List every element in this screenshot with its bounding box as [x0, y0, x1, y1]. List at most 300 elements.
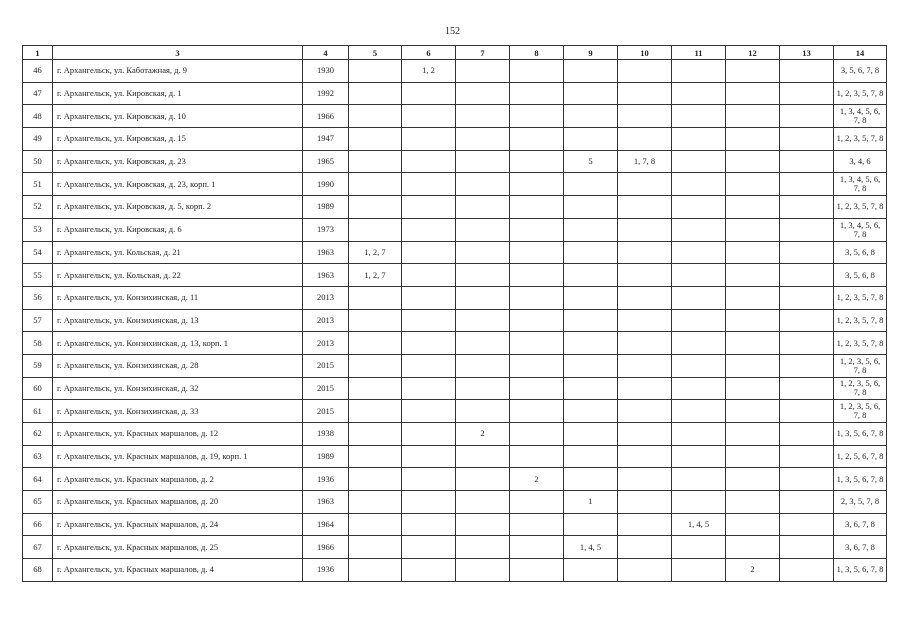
table-cell: 1, 7, 8 — [618, 150, 672, 173]
table-cell — [726, 241, 780, 264]
column-header: 8 — [510, 46, 564, 60]
table-cell — [672, 400, 726, 423]
table-cell — [564, 128, 618, 151]
row-number-cell: 52 — [23, 196, 53, 219]
table-cell — [564, 241, 618, 264]
table-cell — [564, 82, 618, 105]
table-cell: 2 — [726, 559, 780, 582]
table-cell — [780, 491, 834, 514]
table-cell — [564, 423, 618, 446]
column-header: 1 — [23, 46, 53, 60]
table-cell — [618, 105, 672, 128]
table-cell — [402, 536, 456, 559]
table-cell: 1992 — [303, 82, 349, 105]
table-cell — [456, 332, 510, 355]
table-cell — [726, 468, 780, 491]
row-number-cell: 63 — [23, 445, 53, 468]
table-cell — [672, 377, 726, 400]
address-cell: г. Архангельск, ул. Конзихинская, д. 11 — [53, 286, 303, 309]
table-cell: 1963 — [303, 241, 349, 264]
table-cell: 1930 — [303, 60, 349, 83]
table-cell — [510, 218, 564, 241]
table-cell — [726, 60, 780, 83]
table-cell — [349, 468, 402, 491]
table-cell: 2 — [456, 423, 510, 446]
table-cell — [672, 128, 726, 151]
row-number-cell: 50 — [23, 150, 53, 173]
table-row — [23, 82, 887, 105]
table-cell — [402, 286, 456, 309]
table-cell — [402, 491, 456, 514]
table-cell — [672, 82, 726, 105]
table-cell — [618, 128, 672, 151]
table-row — [23, 173, 887, 196]
table-cell — [349, 105, 402, 128]
table-cell — [564, 513, 618, 536]
table-cell — [510, 105, 564, 128]
table-cell — [618, 82, 672, 105]
table-cell — [672, 423, 726, 446]
table-cell — [349, 377, 402, 400]
table-cell: 2015 — [303, 354, 349, 377]
table-cell — [672, 218, 726, 241]
address-cell: г. Архангельск, ул. Каботажная, д. 9 — [53, 60, 303, 83]
table-cell: 3, 6, 7, 8 — [834, 536, 887, 559]
table-cell — [672, 468, 726, 491]
address-cell: г. Архангельск, ул. Кировская, д. 23 — [53, 150, 303, 173]
table-cell: 2013 — [303, 332, 349, 355]
table-cell — [618, 445, 672, 468]
table-cell — [349, 491, 402, 514]
table-cell — [456, 400, 510, 423]
table-cell — [726, 491, 780, 514]
table-cell — [510, 286, 564, 309]
table-cell: 1964 — [303, 513, 349, 536]
table-cell — [672, 536, 726, 559]
table-cell — [402, 264, 456, 287]
table-cell — [672, 173, 726, 196]
address-cell: г. Архангельск, ул. Красных маршалов, д. 4 — [53, 559, 303, 582]
row-number-cell: 67 — [23, 536, 53, 559]
table-cell — [672, 354, 726, 377]
row-number-cell: 58 — [23, 332, 53, 355]
address-cell: г. Архангельск, ул. Красных маршалов, д. 19, корп. 1 — [53, 445, 303, 468]
table-cell — [564, 264, 618, 287]
table-cell — [780, 218, 834, 241]
table-cell — [780, 468, 834, 491]
table-row — [23, 218, 887, 241]
table-cell — [456, 241, 510, 264]
address-cell: г. Архангельск, ул. Кировская, д. 23, корп. 1 — [53, 173, 303, 196]
table-cell — [672, 196, 726, 219]
table-cell — [456, 354, 510, 377]
table-cell — [726, 377, 780, 400]
table-cell — [510, 377, 564, 400]
table-cell — [402, 377, 456, 400]
address-cell: г. Архангельск, ул. Конзихинская, д. 32 — [53, 377, 303, 400]
table-cell: 1, 4, 5 — [672, 513, 726, 536]
row-number-cell: 55 — [23, 264, 53, 287]
table-cell: 3, 5, 6, 7, 8 — [834, 60, 887, 83]
column-header: 14 — [834, 46, 887, 60]
table-cell: 2, 3, 5, 7, 8 — [834, 491, 887, 514]
table-cell — [726, 332, 780, 355]
table-cell — [564, 468, 618, 491]
address-cell: г. Архангельск, ул. Конзихинская, д. 28 — [53, 354, 303, 377]
table-cell — [672, 332, 726, 355]
table-cell — [402, 400, 456, 423]
table-row — [23, 536, 887, 559]
table-cell — [564, 354, 618, 377]
address-cell: г. Архангельск, ул. Кировская, д. 10 — [53, 105, 303, 128]
table-cell — [780, 332, 834, 355]
table-cell — [564, 332, 618, 355]
table-cell — [402, 423, 456, 446]
table-cell: 3, 4, 6 — [834, 150, 887, 173]
table-cell — [510, 400, 564, 423]
row-number-cell: 57 — [23, 309, 53, 332]
row-number-cell: 66 — [23, 513, 53, 536]
address-cell: г. Архангельск, ул. Кировская, д. 1 — [53, 82, 303, 105]
table-cell — [618, 559, 672, 582]
table-cell — [456, 513, 510, 536]
table-cell — [618, 173, 672, 196]
table-cell — [780, 286, 834, 309]
table-cell — [456, 468, 510, 491]
table-cell — [510, 423, 564, 446]
table-cell — [780, 354, 834, 377]
table-cell: 1, 2, 3, 5, 6, 7, 8 — [834, 377, 887, 400]
table-cell — [780, 377, 834, 400]
table-cell — [618, 264, 672, 287]
row-number-cell: 46 — [23, 60, 53, 83]
table-cell — [672, 241, 726, 264]
table-cell — [672, 491, 726, 514]
address-cell: г. Архангельск, ул. Кольская, д. 21 — [53, 241, 303, 264]
table-cell — [510, 445, 564, 468]
table-cell: 1, 2, 7 — [349, 241, 402, 264]
table-cell: 1, 2, 5, 6, 7, 8 — [834, 445, 887, 468]
table-cell: 1, 2, 3, 5, 7, 8 — [834, 286, 887, 309]
table-cell — [564, 218, 618, 241]
table-body — [23, 60, 887, 582]
table-cell — [349, 332, 402, 355]
table-cell — [402, 218, 456, 241]
row-number-cell: 51 — [23, 173, 53, 196]
table-cell — [510, 196, 564, 219]
table-cell: 3, 5, 6, 8 — [834, 264, 887, 287]
table-cell — [672, 286, 726, 309]
table-cell — [726, 286, 780, 309]
table-cell — [726, 128, 780, 151]
table-row — [23, 332, 887, 355]
column-header: 9 — [564, 46, 618, 60]
table-cell: 1, 3, 4, 5, 6, 7, 8 — [834, 218, 887, 241]
table-cell — [618, 286, 672, 309]
table-cell: 1, 3, 5, 6, 7, 8 — [834, 468, 887, 491]
table-cell — [349, 536, 402, 559]
table-cell: 1990 — [303, 173, 349, 196]
table-cell — [618, 309, 672, 332]
table-row — [23, 354, 887, 377]
table-row — [23, 445, 887, 468]
table-cell — [726, 218, 780, 241]
table-row — [23, 60, 887, 83]
table-row — [23, 309, 887, 332]
table-cell — [780, 264, 834, 287]
table-cell — [349, 60, 402, 83]
table-cell — [726, 173, 780, 196]
table-cell — [726, 82, 780, 105]
table-cell — [510, 309, 564, 332]
table-cell — [564, 196, 618, 219]
table-cell — [618, 377, 672, 400]
table-cell — [780, 309, 834, 332]
table-cell: 3, 6, 7, 8 — [834, 513, 887, 536]
table-cell — [564, 309, 618, 332]
table-cell — [726, 536, 780, 559]
column-header: 4 — [303, 46, 349, 60]
table-cell — [402, 241, 456, 264]
table-cell — [456, 536, 510, 559]
table-cell — [780, 173, 834, 196]
table-cell — [456, 264, 510, 287]
table-cell — [564, 400, 618, 423]
table-cell — [349, 286, 402, 309]
address-cell: г. Архангельск, ул. Кольская, д. 22 — [53, 264, 303, 287]
address-cell: г. Архангельск, ул. Красных маршалов, д. 2 — [53, 468, 303, 491]
table-cell — [726, 423, 780, 446]
table-cell — [618, 196, 672, 219]
address-cell: г. Архангельск, ул. Кировская, д. 5, корп. 2 — [53, 196, 303, 219]
table-cell — [456, 559, 510, 582]
table-row — [23, 264, 887, 287]
table-cell: 1, 2, 3, 5, 7, 8 — [834, 309, 887, 332]
row-number-cell: 54 — [23, 241, 53, 264]
page-number: 152 — [445, 26, 460, 37]
address-cell: г. Архангельск, ул. Конзихинская, д. 13, корп. 1 — [53, 332, 303, 355]
table-cell: 1, 4, 5 — [564, 536, 618, 559]
column-header: 13 — [780, 46, 834, 60]
table-cell — [349, 82, 402, 105]
row-number-cell: 59 — [23, 354, 53, 377]
table-cell — [672, 445, 726, 468]
table-cell: 1973 — [303, 218, 349, 241]
column-header: 11 — [672, 46, 726, 60]
table-cell — [349, 196, 402, 219]
table-cell — [780, 150, 834, 173]
table-cell — [510, 241, 564, 264]
table-cell: 1936 — [303, 468, 349, 491]
table-cell — [402, 559, 456, 582]
table-cell — [618, 513, 672, 536]
table-cell — [349, 128, 402, 151]
address-cell: г. Архангельск, ул. Красных маршалов, д. 20 — [53, 491, 303, 514]
table-cell — [510, 60, 564, 83]
row-number-cell: 65 — [23, 491, 53, 514]
table-row — [23, 400, 887, 423]
table-row — [23, 241, 887, 264]
table-cell — [780, 445, 834, 468]
table-cell — [402, 128, 456, 151]
table-cell — [780, 105, 834, 128]
address-cell: г. Архангельск, ул. Конзихинская, д. 13 — [53, 309, 303, 332]
table-cell — [618, 423, 672, 446]
table-cell — [349, 354, 402, 377]
table-cell — [564, 173, 618, 196]
table-cell — [349, 559, 402, 582]
table-cell — [780, 241, 834, 264]
table-cell: 2013 — [303, 309, 349, 332]
table-cell — [402, 82, 456, 105]
table-cell: 1, 3, 5, 6, 7, 8 — [834, 423, 887, 446]
table-cell — [456, 491, 510, 514]
table-cell — [456, 105, 510, 128]
table-cell — [349, 445, 402, 468]
table-cell — [780, 513, 834, 536]
column-header: 12 — [726, 46, 780, 60]
table-cell: 1, 2, 3, 5, 7, 8 — [834, 128, 887, 151]
table-cell — [672, 264, 726, 287]
table-cell: 1966 — [303, 105, 349, 128]
table-cell — [618, 536, 672, 559]
row-number-cell: 64 — [23, 468, 53, 491]
table-cell — [456, 196, 510, 219]
table-cell — [780, 196, 834, 219]
column-header: 3 — [53, 46, 303, 60]
table-cell — [780, 82, 834, 105]
table-cell: 1947 — [303, 128, 349, 151]
table-cell — [618, 400, 672, 423]
table-row — [23, 150, 887, 173]
table-cell — [564, 377, 618, 400]
table-row — [23, 105, 887, 128]
table-cell — [402, 332, 456, 355]
table-cell — [726, 309, 780, 332]
table-cell — [564, 445, 618, 468]
table-cell: 1966 — [303, 536, 349, 559]
address-cell: г. Архангельск, ул. Конзихинская, д. 33 — [53, 400, 303, 423]
table-cell: 1938 — [303, 423, 349, 446]
table-cell — [510, 82, 564, 105]
table-cell — [349, 400, 402, 423]
table-cell — [402, 513, 456, 536]
address-cell: г. Архангельск, ул. Красных маршалов, д. 12 — [53, 423, 303, 446]
table-cell — [726, 513, 780, 536]
table-cell: 1, 2, 7 — [349, 264, 402, 287]
row-number-cell: 62 — [23, 423, 53, 446]
table-cell — [402, 445, 456, 468]
table-cell: 2015 — [303, 400, 349, 423]
table-cell — [780, 423, 834, 446]
row-number-cell: 49 — [23, 128, 53, 151]
table-cell — [402, 354, 456, 377]
row-number-cell: 60 — [23, 377, 53, 400]
table-cell: 1963 — [303, 264, 349, 287]
table-cell — [618, 332, 672, 355]
table-cell — [456, 173, 510, 196]
table-cell — [672, 309, 726, 332]
table-row — [23, 377, 887, 400]
address-cell: г. Архангельск, ул. Кировская, д. 6 — [53, 218, 303, 241]
table-cell: 1963 — [303, 491, 349, 514]
table-cell — [618, 60, 672, 83]
table-cell — [510, 354, 564, 377]
table-cell — [780, 400, 834, 423]
table-cell — [672, 60, 726, 83]
table-cell — [510, 150, 564, 173]
row-number-cell: 48 — [23, 105, 53, 128]
table-cell — [618, 218, 672, 241]
table-cell: 2015 — [303, 377, 349, 400]
address-cell: г. Архангельск, ул. Красных маршалов, д. 24 — [53, 513, 303, 536]
address-cell: г. Архангельск, ул. Красных маршалов, д. 25 — [53, 536, 303, 559]
table-cell — [349, 309, 402, 332]
table-cell — [564, 105, 618, 128]
table-cell — [618, 354, 672, 377]
table-cell — [780, 60, 834, 83]
table-cell — [510, 128, 564, 151]
table-cell: 1, 2, 3, 5, 7, 8 — [834, 196, 887, 219]
table-cell — [510, 491, 564, 514]
table-row — [23, 513, 887, 536]
table-cell — [510, 332, 564, 355]
table-row — [23, 559, 887, 582]
table-cell: 1965 — [303, 150, 349, 173]
table-cell: 1, 2, 3, 5, 6, 7, 8 — [834, 400, 887, 423]
buildings-table — [22, 45, 887, 582]
table-cell: 1, 2 — [402, 60, 456, 83]
table-row — [23, 468, 887, 491]
table-cell — [726, 196, 780, 219]
table-cell — [726, 400, 780, 423]
table-cell — [456, 82, 510, 105]
table-cell: 1, 2, 3, 5, 6, 7, 8 — [834, 354, 887, 377]
table-cell — [780, 128, 834, 151]
table-cell: 1, 2, 3, 5, 7, 8 — [834, 82, 887, 105]
row-number-cell: 47 — [23, 82, 53, 105]
row-number-cell: 61 — [23, 400, 53, 423]
table-cell — [780, 559, 834, 582]
table-cell: 1, 2, 3, 5, 7, 8 — [834, 332, 887, 355]
row-number-cell: 68 — [23, 559, 53, 582]
column-header: 7 — [456, 46, 510, 60]
table-cell — [456, 286, 510, 309]
table-cell — [564, 559, 618, 582]
table-cell — [456, 218, 510, 241]
table-cell — [456, 60, 510, 83]
table-cell: 1936 — [303, 559, 349, 582]
table-cell: 1, 3, 5, 6, 7, 8 — [834, 559, 887, 582]
table-cell — [672, 105, 726, 128]
table-cell: 1, 3, 4, 5, 6, 7, 8 — [834, 173, 887, 196]
table-cell — [456, 445, 510, 468]
table-cell — [726, 354, 780, 377]
table-row — [23, 423, 887, 446]
table-cell — [510, 173, 564, 196]
table-cell — [456, 150, 510, 173]
table-cell — [456, 128, 510, 151]
table-cell — [402, 150, 456, 173]
table-cell — [726, 105, 780, 128]
table-row — [23, 491, 887, 514]
address-cell: г. Архангельск, ул. Кировская, д. 15 — [53, 128, 303, 151]
row-number-cell: 56 — [23, 286, 53, 309]
table-cell — [402, 468, 456, 491]
table-cell — [349, 173, 402, 196]
table-cell — [618, 491, 672, 514]
table-cell — [780, 536, 834, 559]
